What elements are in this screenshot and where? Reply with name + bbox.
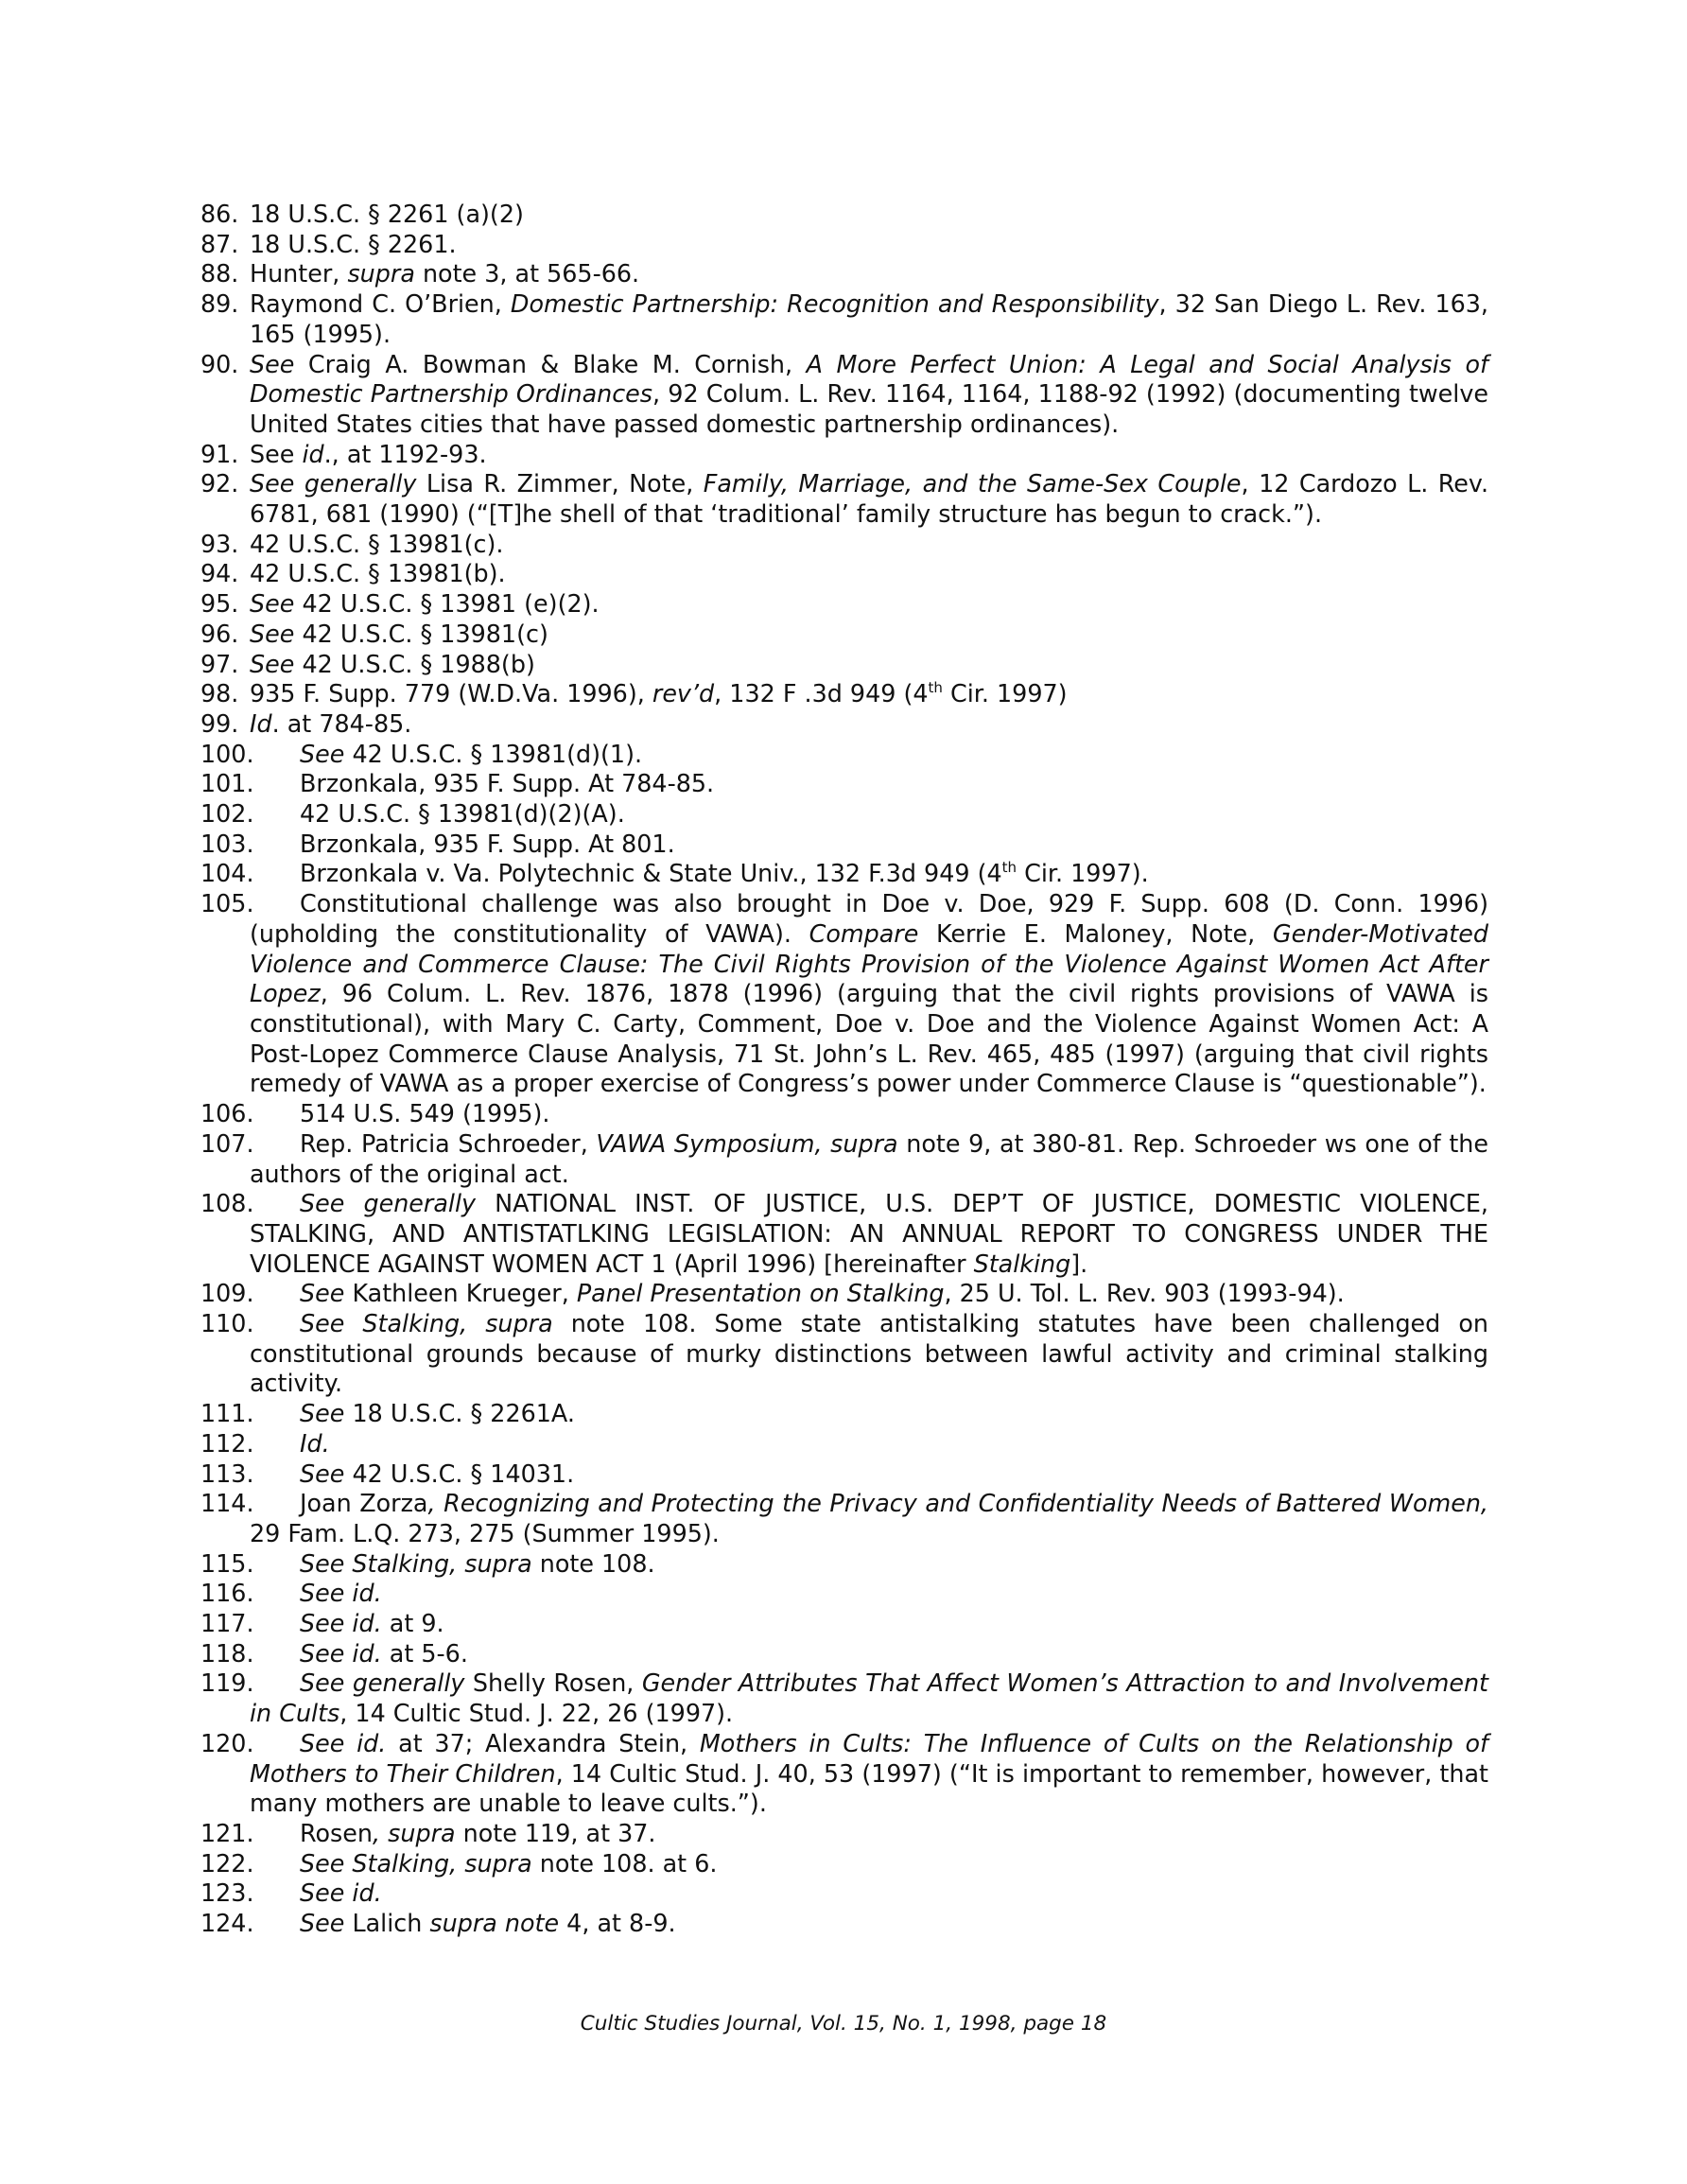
footnote-item xyxy=(200,440,1488,470)
footnote-text-italic: See xyxy=(300,1909,345,1938)
footnote-text: 18 U.S.C. § 2261 (a)(2) xyxy=(250,200,524,228)
footnote-number: 99. xyxy=(200,708,239,738)
footnote-text: 29 Fam. L.Q. 273, 275 (Summer 1995). xyxy=(250,1518,720,1547)
footnote-number: 114. xyxy=(200,1489,254,1518)
footnote-number: 117. xyxy=(200,1609,254,1638)
footnote-item xyxy=(200,679,1488,709)
footnote-text-italic: See xyxy=(300,1279,345,1308)
footnote-number: 86. xyxy=(200,200,239,228)
footnote-item xyxy=(200,620,1488,650)
footnote-number: 123. xyxy=(200,1878,254,1908)
footnote-item xyxy=(200,1189,1488,1279)
footnote-item xyxy=(200,530,1488,560)
footnote-text-italic: VAWA Symposium, supra xyxy=(596,1128,898,1158)
footnote-number: 122. xyxy=(200,1848,254,1878)
footnote-number: 120. xyxy=(200,1728,254,1757)
footnote-text: Brzonkala, 935 F. Supp. At 784-85. xyxy=(300,769,715,798)
footnote-number: 93. xyxy=(200,529,239,558)
footnote-item xyxy=(200,230,1488,260)
footnote-text: , 14 Cultic Stud. J. 40, 53 (1997) (“It is important to remember, however, that many mothers are unable to leave cults.”). xyxy=(250,1758,1488,1818)
footnote-number: 102. xyxy=(200,799,254,829)
footnote-number: 87. xyxy=(200,229,239,258)
footnote-text: 42 U.S.C. § 13981(d)(2)(A). xyxy=(300,799,625,829)
footnote-text: Craig A. Bowman & Blake M. Cornish, xyxy=(294,349,807,378)
footnote-item xyxy=(200,1729,1488,1819)
footnote-item xyxy=(200,859,1488,889)
footnote-text: Joan Zorza xyxy=(300,1489,428,1518)
footnote-text: 18 U.S.C. § 2261. xyxy=(250,229,457,258)
footnote-number: 106. xyxy=(200,1099,254,1128)
footnote-item xyxy=(200,769,1488,799)
footnote-text: at 37; Alexandra Stein, xyxy=(386,1728,700,1757)
footnote-text: NATIONAL INST. OF JUSTICE, U.S. DEP’T OF JUSTICE, DOMESTIC VIOLENCE, STALKING, AND ANTISTATLKING LEGISLATION: AN ANNUAL REPORT TO CONGRESS UNDER THE VIOLENCE AGAINST WOMEN ACT 1 (April 1996) [hereinafter xyxy=(250,1189,1488,1278)
footnote-text: note 9, at 380-81. Rep. Schroeder ws one of the authors of the original act. xyxy=(250,1128,1488,1188)
footnote-number: 111. xyxy=(200,1399,254,1428)
footnote-number: 116. xyxy=(200,1579,254,1608)
footnote-text-italic: See xyxy=(300,1399,345,1428)
footnote-text-italic: Gender-Motivated Violence and Commerce Clause: The Civil Rights Provision of the Violence Against Women Act After Lopez xyxy=(250,918,1488,1008)
footnote-text-italic: rev’d xyxy=(652,679,715,708)
footnote-item xyxy=(200,1129,1488,1189)
footnote-number: 103. xyxy=(200,829,254,858)
footnote-superscript: th xyxy=(1001,859,1017,877)
footnote-item xyxy=(200,1429,1488,1459)
footnote-text-italic: See Stalking, supra xyxy=(300,1548,532,1578)
footnote-number: 94. xyxy=(200,559,239,588)
footnote-item xyxy=(200,200,1488,230)
footnote-text-italic: See xyxy=(250,649,295,678)
footnote-text-italic: Stalking xyxy=(973,1249,1071,1278)
footnote-number: 118. xyxy=(200,1638,254,1668)
footnote-item xyxy=(200,1549,1488,1580)
footnote-number: 119. xyxy=(200,1669,254,1698)
footnote-text: 42 U.S.C. § 13981(b). xyxy=(250,559,506,588)
footnote-number: 101. xyxy=(200,769,254,798)
footnote-text-italic: See id. xyxy=(300,1579,382,1608)
footnote-text-italic: Id. xyxy=(300,1428,330,1458)
footnote-text: , 132 F .3d 949 (4 xyxy=(714,679,929,708)
page-footer: Cultic Studies Journal, Vol. 15, No. 1, 1998, page 18 xyxy=(580,2012,1107,2035)
footnote-text-italic: Panel Presentation on Stalking xyxy=(576,1279,945,1308)
footnote-text-italic: Domestic Partnership: Recognition and Responsibility xyxy=(510,289,1159,319)
footnote-text: 42 U.S.C. § 14031. xyxy=(344,1459,575,1488)
footnote-text: . at 784-85. xyxy=(271,708,412,738)
footnote-text-italic: Compare xyxy=(809,918,919,948)
footnote-text-italic: See xyxy=(250,589,295,619)
footnote-number: 88. xyxy=(200,259,239,288)
footnote-text: , 96 Colum. L. Rev. 1876, 1878 (1996) (arguing that the civil rights provisions of VAWA is constitutional), with Mary C. Carty, Comment, Doe v. Doe and the Violence Against Women Act: A Post-Lopez Commerce Clause Analysis, 71 St. John’s L. Rev. 465, 485 (1997) (arguing that civil rights remedy of VAWA as a proper exercise of Congress’s power under Commerce Clause is “questionable”). xyxy=(250,979,1488,1098)
footnote-text-italic: See Stalking, supra xyxy=(300,1309,553,1338)
footnote-number: 98. xyxy=(200,679,239,708)
footnote-text-italic: Id xyxy=(250,708,272,738)
footnote-item xyxy=(200,1909,1488,1939)
footnote-text: , 32 San Diego L. Rev. 163, 165 (1995). xyxy=(250,289,1488,348)
footnote-text: Raymond C. O’Brien, xyxy=(250,289,511,319)
footnote-text: 42 U.S.C. § 1988(b) xyxy=(294,649,535,678)
footnote-number: 100. xyxy=(200,739,254,768)
footnote-number: 124. xyxy=(200,1909,254,1938)
footnote-item xyxy=(200,1609,1488,1639)
footnote-text-italic: See xyxy=(250,619,295,648)
footnote-text-italic: See generally xyxy=(300,1189,477,1218)
footnote-text: ., at 1192-93. xyxy=(323,439,487,468)
footnote-text: See xyxy=(250,439,303,468)
footnote-text-italic: , Recognizing and Protecting the Privacy and Confidentiality Needs of Battered Women, xyxy=(427,1489,1489,1518)
footnote-text: 42 U.S.C. § 13981 (e)(2). xyxy=(294,589,600,619)
footnote-text: Kathleen Krueger, xyxy=(344,1279,577,1308)
footnote-item xyxy=(200,799,1488,830)
footnote-number: 112. xyxy=(200,1428,254,1458)
footnote-text: Cir. 1997). xyxy=(1017,859,1149,888)
footnote-text: 4, at 8-9. xyxy=(559,1909,676,1938)
footnote-text-italic: Mothers in Cults: The Influence of Cults on the Relationship of Mothers to Their Children xyxy=(250,1728,1488,1788)
footnote-text-italic: See generally xyxy=(250,469,417,498)
footnote-number: 109. xyxy=(200,1279,254,1308)
footnote-text-italic: Family, Marriage, and the Same-Sex Couple xyxy=(703,469,1242,498)
footnote-number: 96. xyxy=(200,619,239,648)
footnote-text-italic: See id. xyxy=(300,1728,387,1757)
footnote-text: 42 U.S.C. § 13981(c) xyxy=(294,619,548,648)
footnote-text: 42 U.S.C. § 13981(c). xyxy=(250,529,504,558)
footnote-text: at 5-6. xyxy=(381,1638,468,1668)
footnote-text: Brzonkala, 935 F. Supp. At 801. xyxy=(300,829,675,858)
footnote-number: 97. xyxy=(200,649,239,678)
footnote-text: 514 U.S. 549 (1995). xyxy=(300,1099,550,1128)
footnote-item xyxy=(200,1849,1488,1879)
footnote-item xyxy=(200,289,1488,349)
footnote-text: 18 U.S.C. § 2261A. xyxy=(344,1399,575,1428)
footnote-number: 105. xyxy=(200,889,254,918)
footnote-number: 95. xyxy=(200,589,239,619)
footnote-text: Brzonkala v. Va. Polytechnic & State Univ., 132 F.3d 949 (4 xyxy=(300,859,1002,888)
footnote-number: 91. xyxy=(200,439,239,468)
footnote-text-italic: See id. xyxy=(300,1609,382,1638)
footnote-number: 92. xyxy=(200,469,239,498)
footnote-number: 121. xyxy=(200,1818,254,1847)
footnote-item xyxy=(200,740,1488,770)
footnote-text: Hunter, xyxy=(250,259,348,288)
footnote-text: Cir. 1997) xyxy=(942,679,1068,708)
footnote-text: 935 F. Supp. 779 (W.D.Va. 1996), xyxy=(250,679,652,708)
footnote-text: note 119, at 37. xyxy=(455,1818,656,1847)
footnote-item xyxy=(200,709,1488,740)
footnote-text: note 108. at 6. xyxy=(531,1848,718,1878)
footnote-item xyxy=(200,350,1488,440)
footnote-text: Rep. Patricia Schroeder, xyxy=(300,1128,597,1158)
footnote-text: Lalich xyxy=(344,1909,430,1938)
footnote-item xyxy=(200,1878,1488,1909)
footnote-item xyxy=(200,1819,1488,1849)
footnote-text: ]. xyxy=(1070,1249,1088,1278)
footnote-text-italic: See xyxy=(300,1459,345,1488)
footnote-item xyxy=(200,1579,1488,1609)
footnote-text-italic: See xyxy=(250,349,295,378)
footnote-text: , 92 Colum. L. Rev. 1164, 1164, 1188-92 (1992) (documenting twelve United States cities that have passed domestic partnership ordinances). xyxy=(250,379,1489,438)
footnote-text: , 12 Cardozo L. Rev. 6781, 681 (1990) (“[T]he shell of that ‘traditional’ family structure has begun to crack.”). xyxy=(250,469,1489,529)
footnote-number: 90. xyxy=(200,349,239,378)
footnote-item xyxy=(200,259,1488,289)
footnote-item xyxy=(200,559,1488,589)
footnote-item xyxy=(200,1639,1488,1669)
footnote-item xyxy=(200,1459,1488,1490)
footnote-text: , 14 Cultic Stud. J. 22, 26 (1997). xyxy=(339,1699,734,1728)
footnote-item xyxy=(200,830,1488,860)
footnote-text-italic: See Stalking, supra xyxy=(300,1848,532,1878)
footnote-item xyxy=(200,469,1488,529)
footnote-text: Rosen xyxy=(300,1818,373,1847)
footnote-text-italic: A More Perfect Union: A Legal and Social Analysis of Domestic Partnership Ordinances xyxy=(250,349,1488,409)
footnote-text: note 108. Some state antistalking statutes have been challenged on constitutional grounds because of murky distinctions between lawful activity and criminal stalking activity. xyxy=(250,1309,1488,1398)
footnote-item xyxy=(200,650,1488,680)
footnote-item xyxy=(200,1099,1488,1129)
footnote-number: 89. xyxy=(200,289,239,319)
footnote-number: 113. xyxy=(200,1459,254,1488)
footnote-item xyxy=(200,1399,1488,1429)
footnote-text: 42 U.S.C. § 13981(d)(1). xyxy=(344,739,643,768)
footnote-number: 110. xyxy=(200,1309,254,1338)
footnote-number: 108. xyxy=(200,1189,254,1218)
footnote-text-italic: See id. xyxy=(300,1638,382,1668)
footnote-text: , 25 U. Tol. L. Rev. 903 (1993-94). xyxy=(944,1279,1345,1308)
footnote-item xyxy=(200,1279,1488,1309)
footnote-text: Shelly Rosen, xyxy=(464,1669,642,1698)
footnotes-list xyxy=(200,200,1488,1939)
footnote-text: note 3, at 565-66. xyxy=(414,259,640,288)
footnote-text: Lisa R. Zimmer, Note, xyxy=(416,469,704,498)
footnote-item xyxy=(200,1489,1488,1548)
footnote-text-italic: supra xyxy=(347,259,415,288)
footnote-text: Kerrie E. Maloney, Note, xyxy=(918,918,1273,948)
footnote-text-italic: id xyxy=(302,439,324,468)
footnote-text: note 108. xyxy=(531,1548,655,1578)
footnote-item xyxy=(200,889,1488,1099)
footnote-text: at 9. xyxy=(381,1609,444,1638)
footnote-text-italic: See generally xyxy=(300,1669,465,1698)
footnote-item xyxy=(200,589,1488,620)
footnote-number: 107. xyxy=(200,1128,254,1158)
footnote-text-italic: See xyxy=(300,739,345,768)
footnote-text-italic: , supra xyxy=(372,1818,456,1847)
footnote-text-italic: Gender Attributes That Affect Women’s Attraction to and Involvement in Cults xyxy=(250,1669,1488,1728)
footnote-number: 104. xyxy=(200,859,254,888)
footnote-text-italic: See id. xyxy=(300,1878,382,1908)
footnote-text: Constitutional challenge was also brought in Doe v. Doe, 929 F. Supp. 608 (D. Conn. 1996) (upholding the constitutionality of VAWA). xyxy=(250,889,1488,948)
footnote-item xyxy=(200,1309,1488,1399)
footnote-superscript: th xyxy=(928,679,943,697)
footnote-text-italic: supra note xyxy=(429,1909,560,1938)
footnote-item xyxy=(200,1669,1488,1728)
footnote-number: 115. xyxy=(200,1548,254,1578)
